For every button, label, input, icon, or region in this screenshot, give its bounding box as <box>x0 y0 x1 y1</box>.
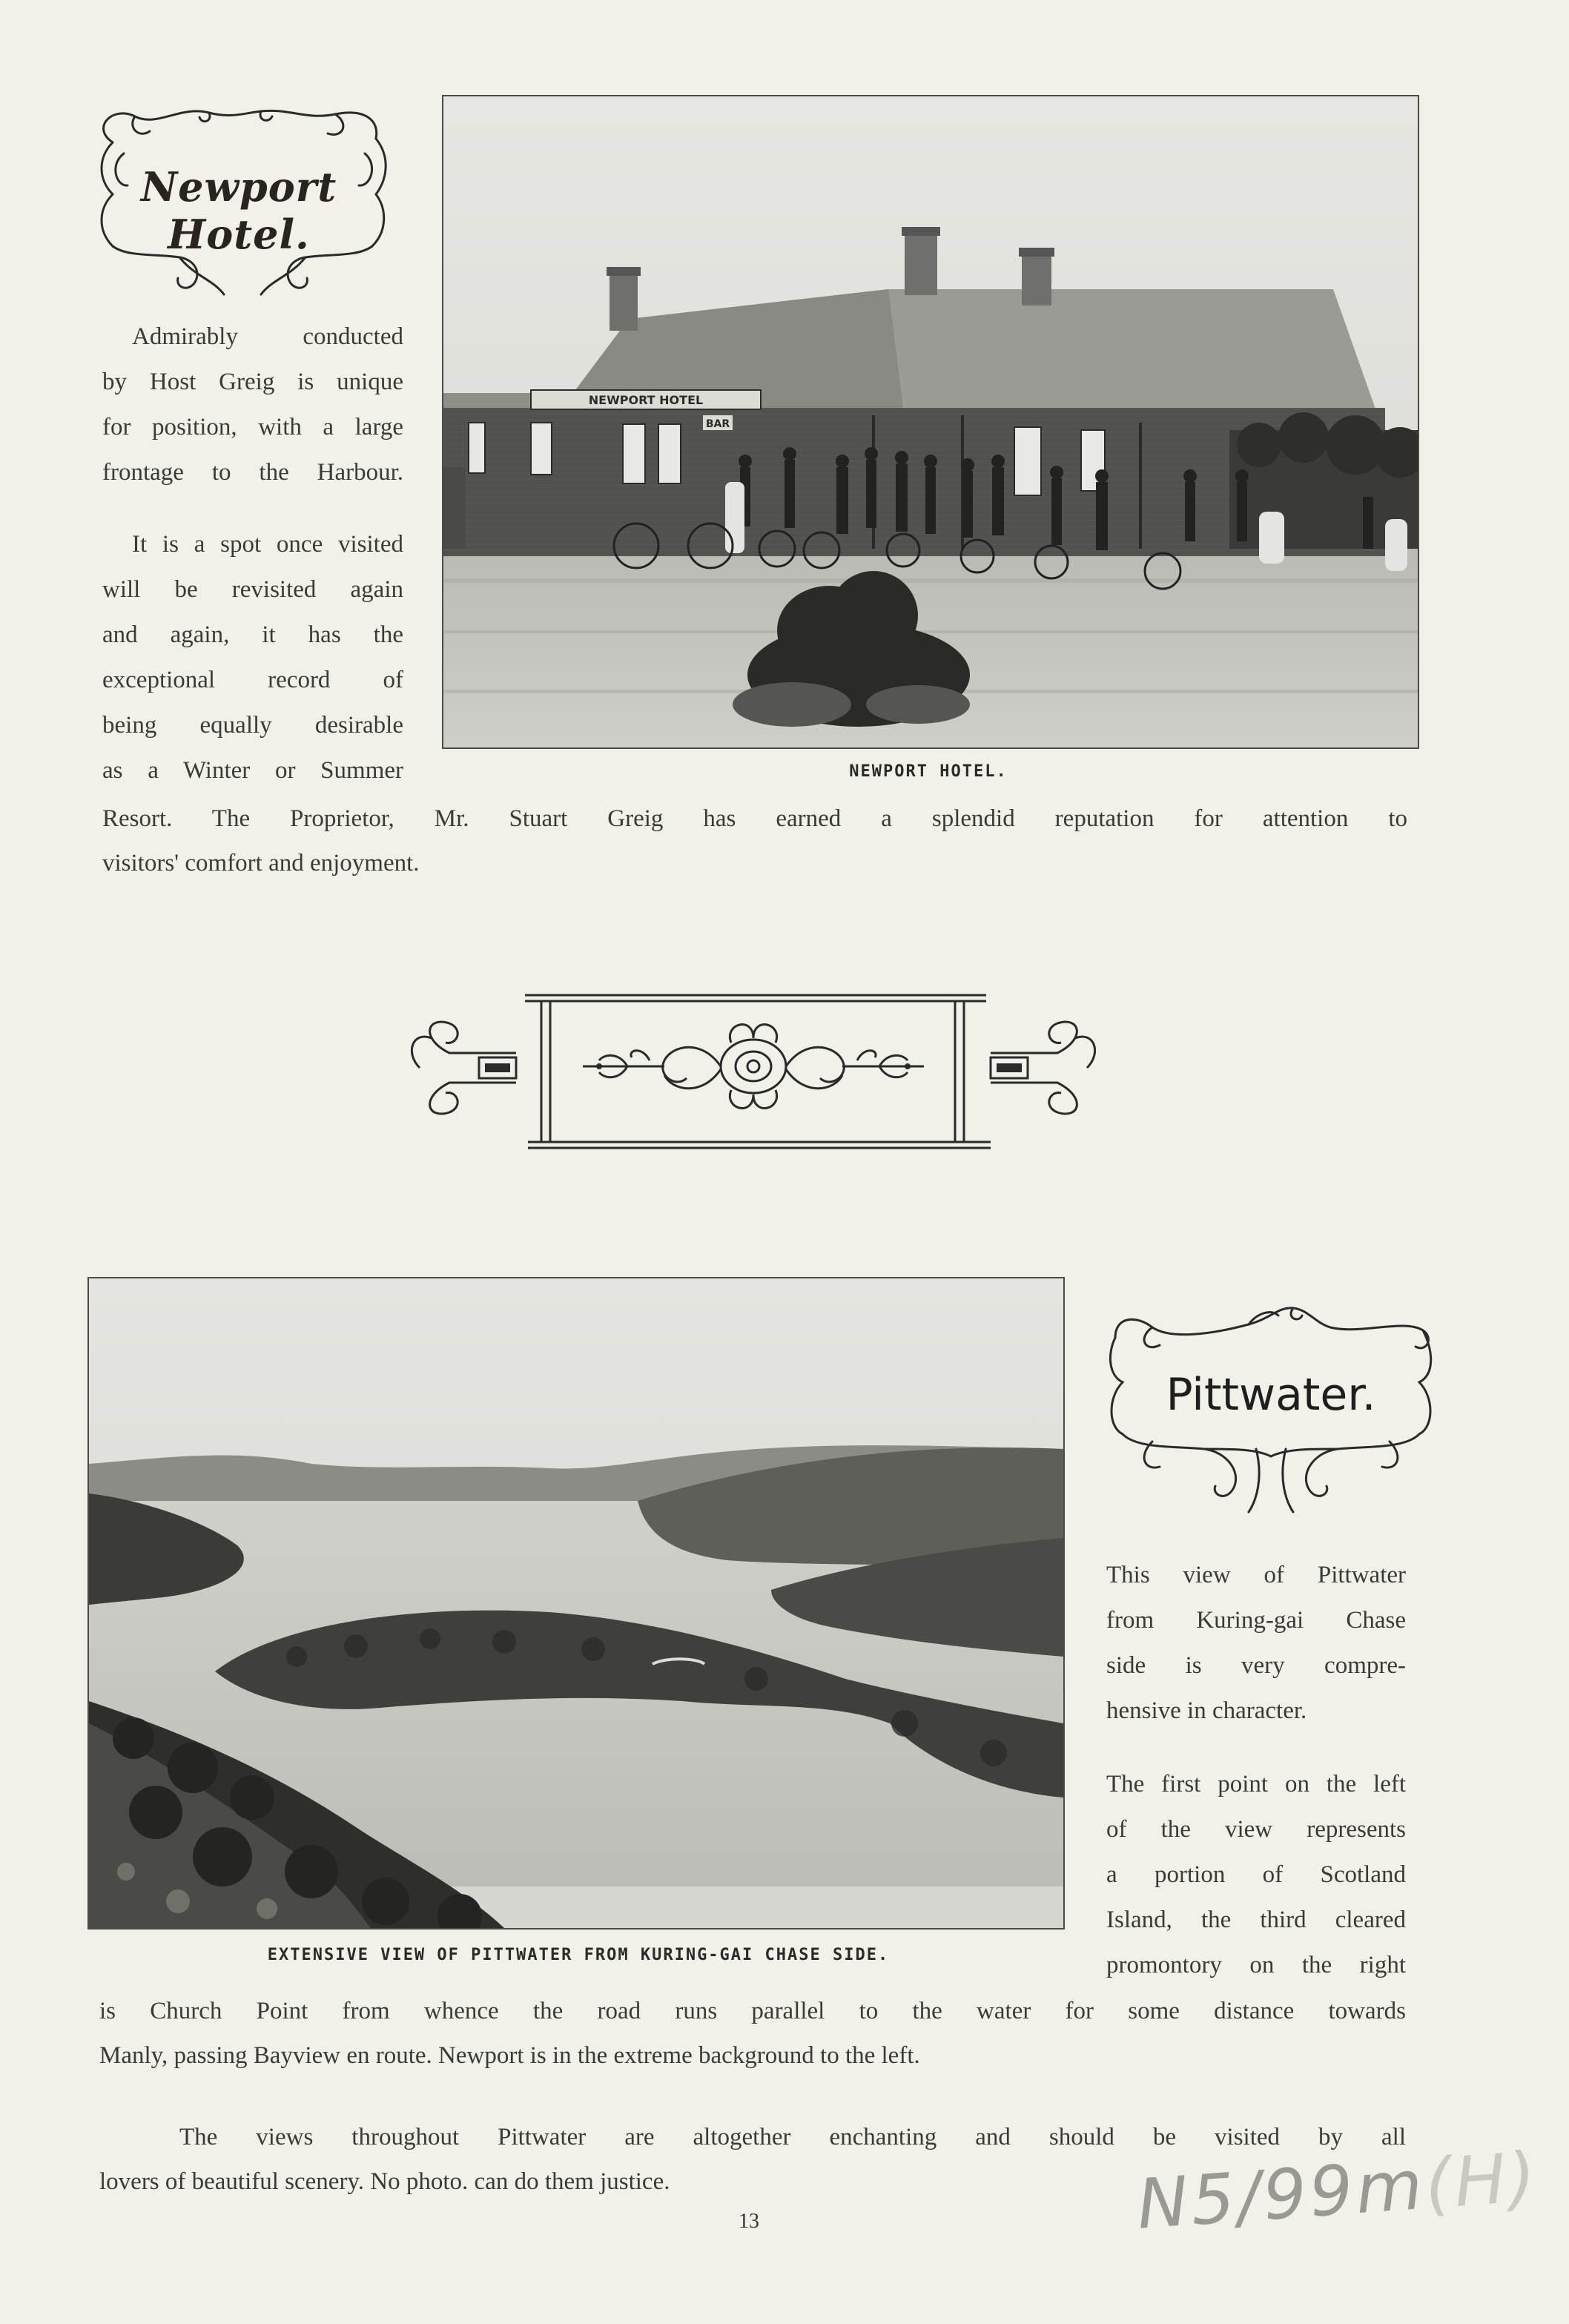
newport-photo-caption: NEWPORT HOTEL. <box>849 762 1008 781</box>
handwritten-note: N5/99m <box>1134 2145 1428 2245</box>
page-number: 13 <box>739 2210 759 2233</box>
text-line: will be revisited again <box>102 576 403 603</box>
text-line: promontory on the right <box>1106 1952 1406 1978</box>
newport-last-line: visitors' comfort and enjoyment. <box>102 850 420 877</box>
pittwater-full-line: is Church Point from whence the road runs parallel to the water for some distance towards <box>99 1998 1406 2024</box>
text-line: by Host Greig is unique <box>102 369 403 395</box>
text-line: It is a spot once visited <box>132 531 403 558</box>
text-line: as a Winter or Summer <box>102 757 403 784</box>
newport-title: Newport Hotel. <box>140 163 337 258</box>
newport-paragraph-2 <box>102 522 403 793</box>
pittwater-paragraph-1 <box>1106 1553 1406 1734</box>
text-line: This view of Pittwater <box>1106 1562 1406 1588</box>
text-line: from Kuring-gai Chase <box>1106 1607 1406 1634</box>
central-ornament <box>405 986 1117 1157</box>
text-line: exceptional record of <box>102 667 403 693</box>
text-line: a portion of Scotland <box>1106 1861 1406 1888</box>
text-line: and again, it has the <box>102 621 403 648</box>
handwritten-faint: (H) <box>1422 2137 1542 2225</box>
text-line: Island, the third cleared <box>1106 1907 1406 1933</box>
newport-hotel-photo <box>442 95 1419 749</box>
newport-full-line: Resort. The Proprietor, Mr. Stuart Greig has earned a splendid reputation for attention to <box>102 805 1407 832</box>
newport-title-frame <box>83 98 394 298</box>
pittwater-last-line: Manly, passing Bayview en route. Newport is in the extreme background to the left. <box>99 2042 920 2069</box>
text-line: for position, with a large <box>102 414 403 440</box>
pittwater-title: Pittwater. <box>1166 1369 1376 1421</box>
text-line: The first point on the left <box>1106 1771 1406 1798</box>
text-line: being equally desirable <box>102 712 403 739</box>
hotel-sign: NEWPORT HOTEL <box>588 393 704 407</box>
bar-sign: BAR <box>705 418 730 430</box>
text-line: hensive in character. <box>1106 1697 1307 1724</box>
pittwater-paragraph-2 <box>1106 1762 1406 1988</box>
text-line: Admirably conducted <box>132 323 403 350</box>
text-line: frontage to the Harbour. <box>102 459 403 486</box>
floral-ornament-icon <box>405 986 1117 1157</box>
pittwater-title-frame <box>1108 1301 1434 1516</box>
pittwater-paragraph-3-line-2: lovers of beautiful scenery. No photo. can do them justice. <box>99 2168 670 2195</box>
text-line: side is very compre- <box>1106 1652 1406 1679</box>
pittwater-photo <box>87 1277 1065 1929</box>
text-line: of the view represents <box>1106 1816 1406 1843</box>
newport-paragraph-1 <box>102 314 403 495</box>
pittwater-paragraph-3-line-1: The views throughout Pittwater are altogether enchanting and should be visited by all <box>179 2124 1406 2150</box>
pittwater-photo-caption: EXTENSIVE VIEW OF PITTWATER FROM KURING-GAI CHASE SIDE. <box>267 1946 890 1964</box>
